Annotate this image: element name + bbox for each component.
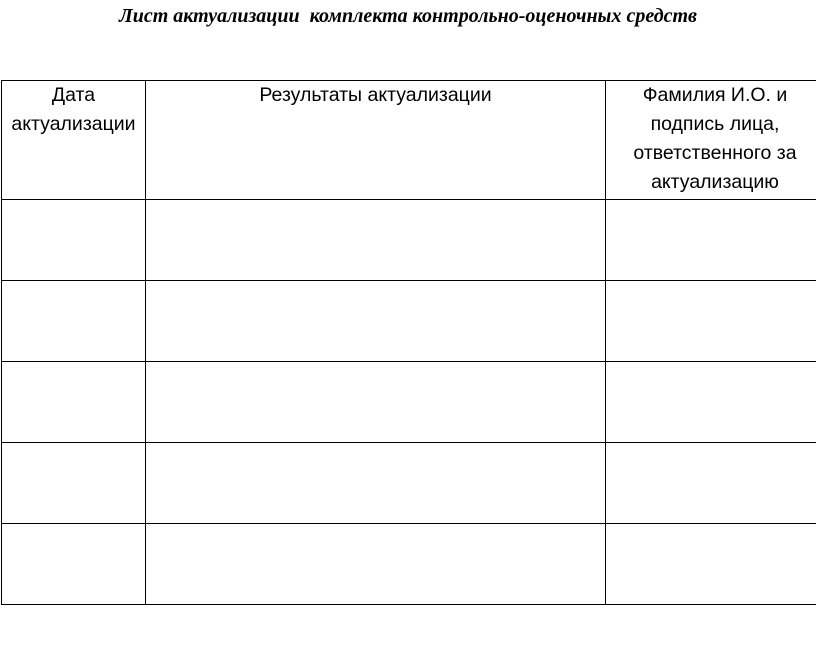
header-signature-label: Фамилия И.О. и подпись лица, ответственного за актуализацию bbox=[633, 84, 797, 193]
header-date-label: Дата актуализации bbox=[11, 84, 136, 135]
results-cell[interactable] bbox=[146, 443, 606, 524]
header-cell-results bbox=[146, 81, 606, 200]
results-cell[interactable] bbox=[146, 524, 606, 605]
date-cell[interactable] bbox=[2, 281, 146, 362]
table-row bbox=[2, 443, 816, 524]
results-cell[interactable] bbox=[146, 362, 606, 443]
header-cell-date bbox=[2, 81, 146, 200]
document-title: Лист актуализации комплекта контрольно-оценочных средств bbox=[119, 5, 697, 27]
actualization-table bbox=[1, 80, 816, 605]
date-cell[interactable] bbox=[2, 200, 146, 281]
results-cell[interactable] bbox=[146, 281, 606, 362]
date-cell[interactable] bbox=[2, 443, 146, 524]
signature-cell[interactable] bbox=[606, 443, 816, 524]
table-header-row bbox=[2, 81, 816, 200]
signature-cell[interactable] bbox=[606, 524, 816, 605]
signature-cell[interactable] bbox=[606, 362, 816, 443]
date-cell[interactable] bbox=[2, 524, 146, 605]
table-row bbox=[2, 281, 816, 362]
header-results-label: Результаты актуализации bbox=[259, 84, 492, 106]
signature-cell[interactable] bbox=[606, 281, 816, 362]
table-row bbox=[2, 524, 816, 605]
header-cell-signature bbox=[606, 81, 816, 200]
table-row bbox=[2, 200, 816, 281]
results-cell[interactable] bbox=[146, 200, 606, 281]
signature-cell[interactable] bbox=[606, 200, 816, 281]
date-cell[interactable] bbox=[2, 362, 146, 443]
table-row bbox=[2, 362, 816, 443]
